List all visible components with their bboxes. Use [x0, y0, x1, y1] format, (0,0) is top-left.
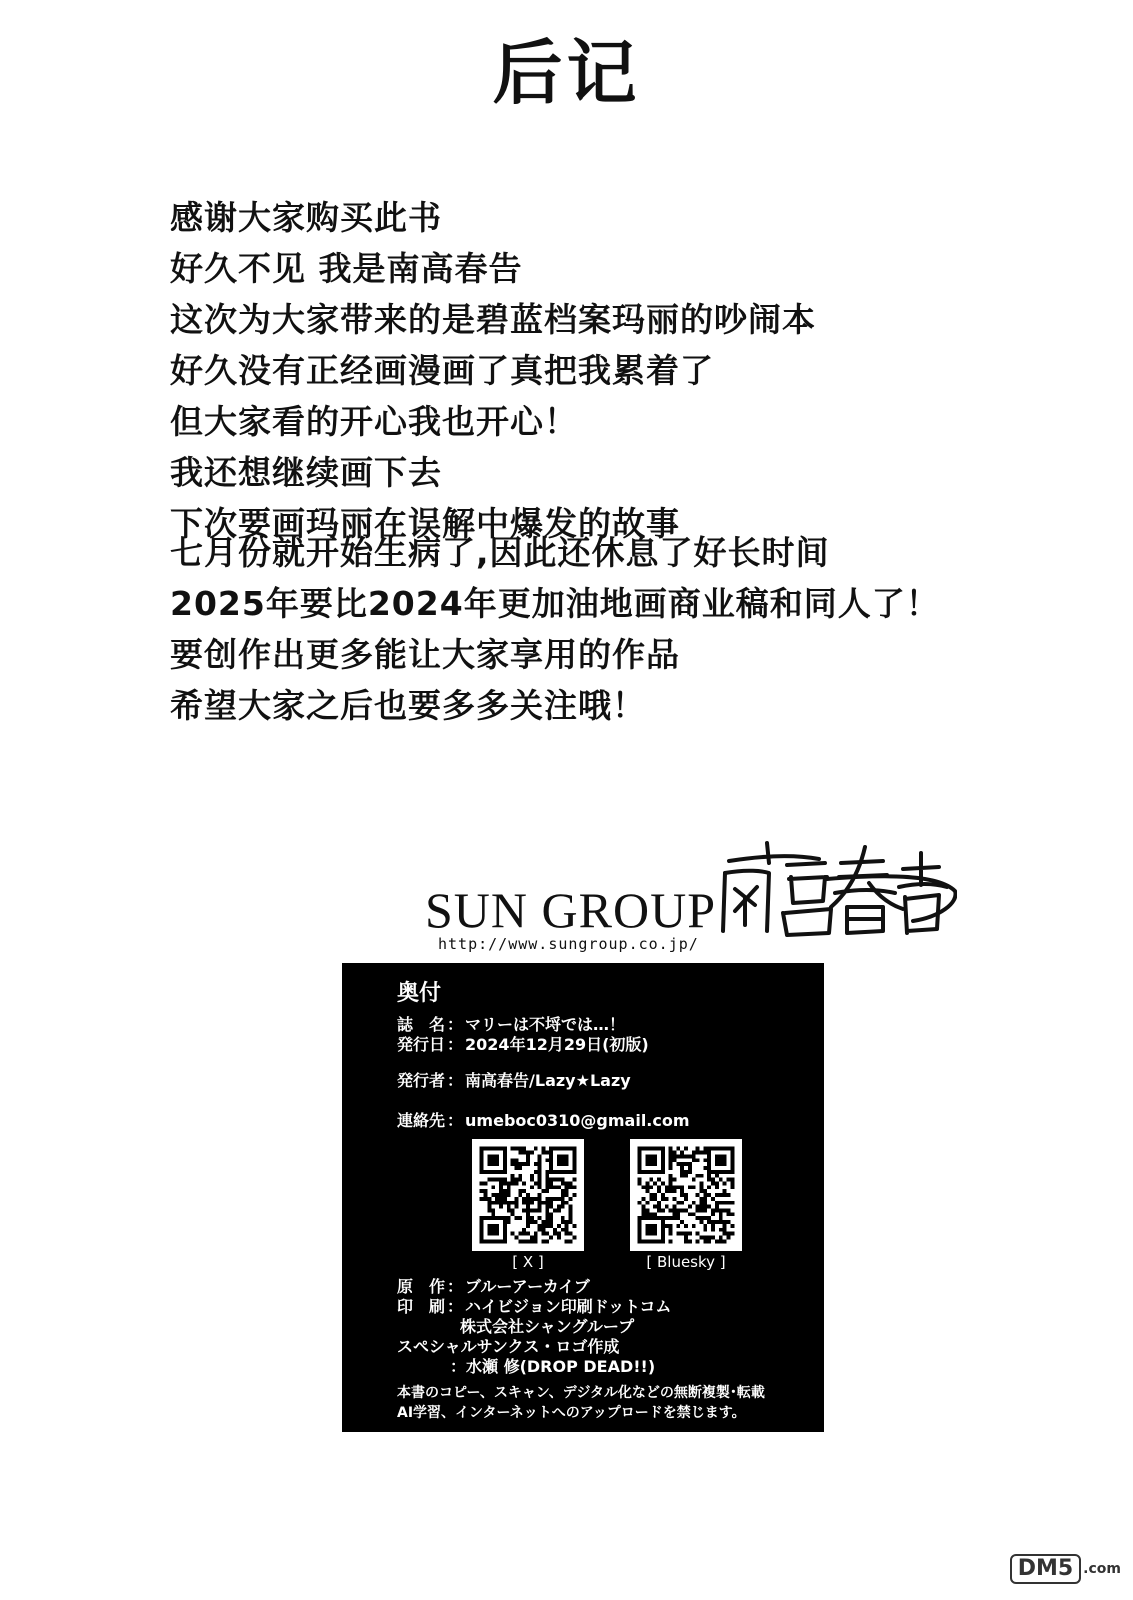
qr-caption-x: [ X ] — [512, 1253, 544, 1271]
text-line: 七月份就开始生病了,因此还休息了好长时间 — [170, 533, 830, 572]
text-line: 希望大家之后也要多多关注哦！ — [170, 686, 646, 725]
text-line: 下次要画玛丽在误解中爆发的故事 — [170, 504, 680, 543]
label: 発行者 — [397, 1071, 446, 1090]
colophon-notice-2: AI学習、インターネットへのアップロードを禁じます。 — [397, 1405, 746, 1421]
qr-code-x[interactable] — [472, 1139, 584, 1251]
text-line: 2025年要比2024年更加油地画商业稿和同人了！ — [170, 584, 940, 623]
email-link[interactable]: umeboc0310@gmail.com — [465, 1111, 690, 1130]
label: 発行日 — [397, 1035, 446, 1054]
author-signature — [707, 833, 957, 943]
separator: ： — [447, 1071, 464, 1090]
colophon-original-row — [397, 1277, 590, 1297]
separator: ： — [447, 1277, 464, 1296]
sun-group-logo: SUN GROUP — [425, 882, 717, 938]
text-line: 好久没有正经画漫画了真把我累着了 — [170, 351, 714, 390]
colophon-publisher-row — [397, 1071, 631, 1091]
separator: ： — [447, 1035, 464, 1054]
qr-code-icon — [630, 1139, 742, 1251]
afterword-paragraph-2 — [170, 527, 1070, 731]
value: ブルーアーカイブ — [465, 1277, 590, 1296]
colophon-thanks-label: スペシャルサンクス・ロゴ作成 — [397, 1337, 620, 1356]
colophon-title-row — [397, 1015, 625, 1035]
separator: ： — [447, 1015, 464, 1034]
text-line: 好久不见 我是南高春告 — [170, 249, 523, 288]
dm5-watermark — [1010, 1554, 1121, 1584]
label: 誌 名 — [397, 1015, 446, 1034]
colophon-heading: 奥付 — [397, 981, 442, 1006]
colophon-box — [342, 963, 824, 1432]
value: ハイビジョン印刷ドットコム — [465, 1297, 672, 1316]
text-line: 感谢大家购买此书 — [170, 198, 442, 237]
qr-code-icon — [472, 1139, 584, 1251]
afterword-paragraph-1 — [170, 192, 1070, 549]
text-line: 我还想继续画下去 — [170, 453, 442, 492]
label: 連絡先 — [397, 1111, 446, 1130]
text-line: 这次为大家带来的是碧蓝档案玛丽的吵闹本 — [170, 300, 816, 339]
colophon-print-row-2: 株式会社シャングループ — [460, 1317, 635, 1336]
text-line: 要创作出更多能让大家享用的作品 — [170, 635, 680, 674]
afterword-heading: 后记 — [492, 32, 641, 114]
qr-caption-bluesky: [ Bluesky ] — [646, 1253, 726, 1271]
colophon-contact-row — [397, 1111, 690, 1131]
value: 2024年12月29日(初版) — [465, 1035, 649, 1054]
sun-group-url: http://www.sungroup.co.jp/ — [438, 935, 699, 953]
watermark-suffix: .com — [1083, 1561, 1121, 1577]
value: マリーは不埒では…！ — [465, 1015, 626, 1034]
colophon-date-row — [397, 1035, 649, 1055]
label: 原 作 — [397, 1277, 446, 1296]
separator: ： — [447, 1111, 464, 1130]
value: 南高春告/Lazy★Lazy — [465, 1071, 631, 1090]
watermark-logo: DM5 — [1010, 1554, 1081, 1584]
colophon-thanks-value: ：水瀬 修(DROP DEAD!!) — [450, 1357, 656, 1376]
colophon-print-row — [397, 1297, 671, 1317]
qr-code-bluesky[interactable] — [630, 1139, 742, 1251]
text-line: 但大家看的开心我也开心！ — [170, 402, 578, 441]
separator: ： — [447, 1297, 464, 1316]
label: 印 刷 — [397, 1297, 446, 1316]
colophon-notice-1: 本書のコピー、スキャン、デジタル化などの無断複製･転載 — [397, 1385, 765, 1401]
